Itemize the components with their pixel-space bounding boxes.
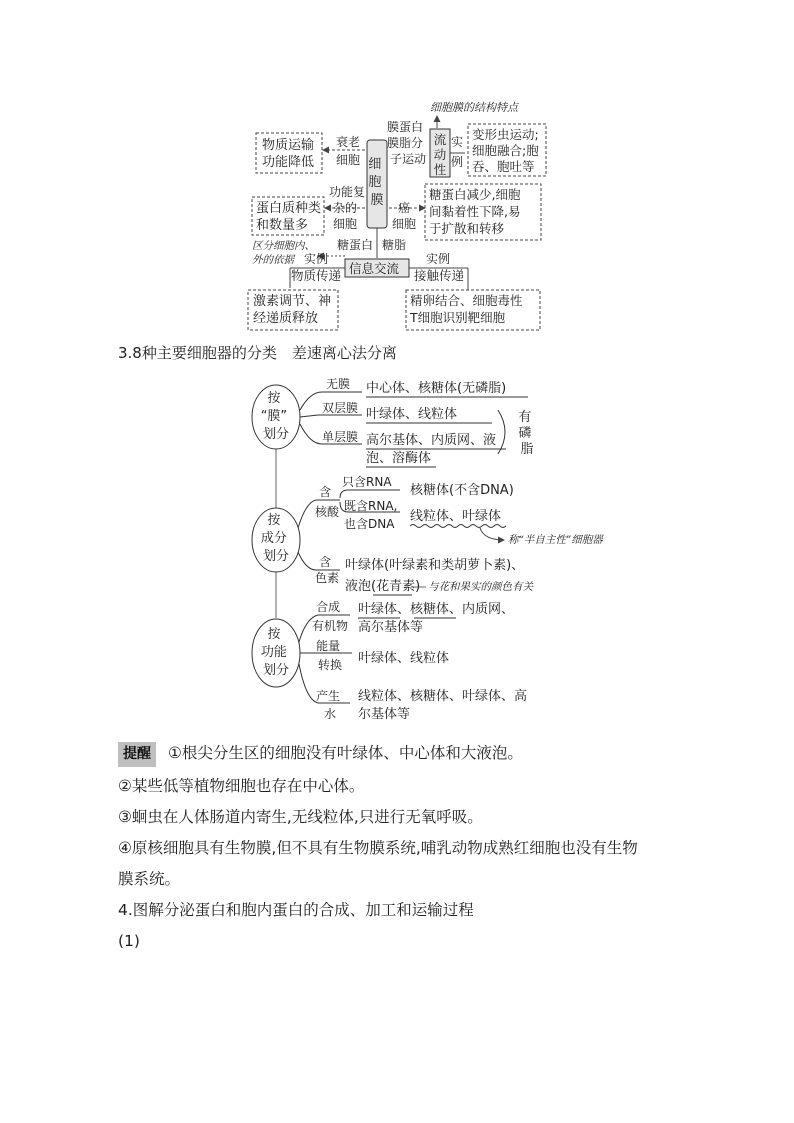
cancer-label: 癌 细胞	[392, 201, 417, 231]
synth-items: 叶绿体、核糖体、内质网、 高尔基体等	[358, 602, 515, 635]
cancer-box-text: 糖蛋白减少,细胞 间黏着性下降,易 于扩散和转移	[429, 187, 521, 236]
both-label: 既含RNA, 也含DNA	[344, 499, 398, 531]
rna-only-items: 核糖体(不含DNA)	[410, 483, 514, 498]
center-char-1: 细	[368, 157, 382, 172]
tip-line-2: ②某些低等植物细胞也存在中心体。	[118, 777, 365, 795]
synth-organic-label: 合成 有机物	[311, 600, 349, 633]
tip-line-4a: ④原核细胞具有生物膜,但不具有生物膜系统,哺乳动物成熟红细胞也没有生物	[118, 839, 638, 857]
complex-label: 功能复 杂的 细胞	[329, 185, 366, 231]
by-membrane-text: 按 “膜” 划分	[260, 391, 290, 442]
glycoprotein-label: 糖蛋白	[337, 238, 374, 252]
contains-nucleic-label: 含 核酸	[314, 485, 340, 519]
wavy-underline	[410, 525, 506, 528]
left-example-label: 实例	[304, 252, 329, 266]
rna-only-label: 只含RNA	[342, 475, 392, 489]
center-char-3: 膜	[370, 193, 384, 208]
organelle-diagram	[0, 370, 794, 730]
water-items: 线粒体、核糖体、叶绿体、高 尔基体等	[358, 689, 528, 722]
tip-text-1: ①根尖分生区的细胞没有叶绿体、中心体和大液泡。	[168, 744, 523, 762]
material-transfer-label: 物质传递	[291, 268, 342, 283]
aging-label: 衰老 细胞	[336, 135, 361, 167]
single-membrane-items: 高尔基体、内质网、液 泡、溶酶体	[366, 433, 497, 466]
info-box-text: 信息交流	[349, 261, 400, 276]
has-phospholipid-label: 有 磷 脂	[518, 410, 534, 457]
semi-auto-note: 称“半自主性”细胞器	[508, 534, 603, 546]
double-membrane-label: 双层膜	[322, 401, 359, 415]
complex-box-text: 蛋白质种类 和数量多	[256, 201, 322, 233]
fluidity-label: 膜蛋白 膜脂分 子运动	[387, 120, 427, 166]
item-1: (1)	[118, 932, 140, 950]
material-box-text: 激素调节、神 经递质释放	[253, 294, 332, 326]
contains-pigment-label: 含 色素	[314, 555, 340, 585]
structure-note: 细胞膜的结构特点	[430, 101, 518, 114]
section-4-heading: 4.图解分泌蛋白和胞内蛋白的合成、加工和运输过程	[118, 901, 474, 919]
contact-transfer-label: 接触传递	[414, 268, 465, 283]
double-membrane-items: 叶绿体、线粒体	[366, 407, 458, 422]
tip-line-3: ③蛔虫在人体肠道内寄生,无线粒体,只进行无氧呼吸。	[118, 808, 483, 826]
right-example-label: 实例	[426, 252, 451, 266]
tip-line-4b: 膜系统。	[118, 870, 181, 888]
glycolipid-label: 糖脂	[382, 238, 407, 252]
tip-badge: 提醒	[118, 742, 156, 767]
by-component-text: 按 成分 划分	[260, 513, 290, 564]
by-function-text: 按 功能 划分	[260, 627, 290, 678]
membrane-diagram	[0, 0, 794, 340]
pigment-items: 叶绿体(叶绿素和类胡萝卜素)、 液泡(花青素)	[345, 558, 525, 594]
no-membrane-items: 中心体、核糖体(无磷脂)	[366, 381, 507, 396]
both-items: 线粒体、叶绿体	[410, 509, 502, 524]
svg-text:流动性: 流动性	[433, 132, 447, 177]
flower-note: 与花和果实的颜色有关	[428, 581, 533, 593]
section-3-heading: 3.8种主要细胞器的分类 差速离心法分离	[118, 344, 397, 362]
energy-conv-label: 能量 转换	[316, 639, 343, 672]
tip-line-1	[118, 742, 523, 767]
fluidity-example-label: 实例	[450, 135, 464, 169]
energy-items: 叶绿体、线粒体	[358, 651, 450, 666]
distinguish-note: 区分细胞内、 外的依据	[252, 240, 315, 266]
aging-box-text: 物质运输 功能降低	[262, 138, 315, 170]
contact-box-text: 精卵结合、细胞毒性 T细胞识别靶细胞	[410, 293, 523, 325]
center-char-2: 胞	[368, 175, 382, 190]
produce-water-label: 产生 水	[316, 689, 341, 721]
no-membrane-label: 无膜	[326, 377, 351, 391]
single-membrane-label: 单层膜	[322, 430, 359, 444]
svg-text:细 胞 膜	[368, 157, 385, 208]
fluidity-examples: 变形虫运动; 细胞融合;胞 吞、胞吐等	[472, 127, 539, 174]
